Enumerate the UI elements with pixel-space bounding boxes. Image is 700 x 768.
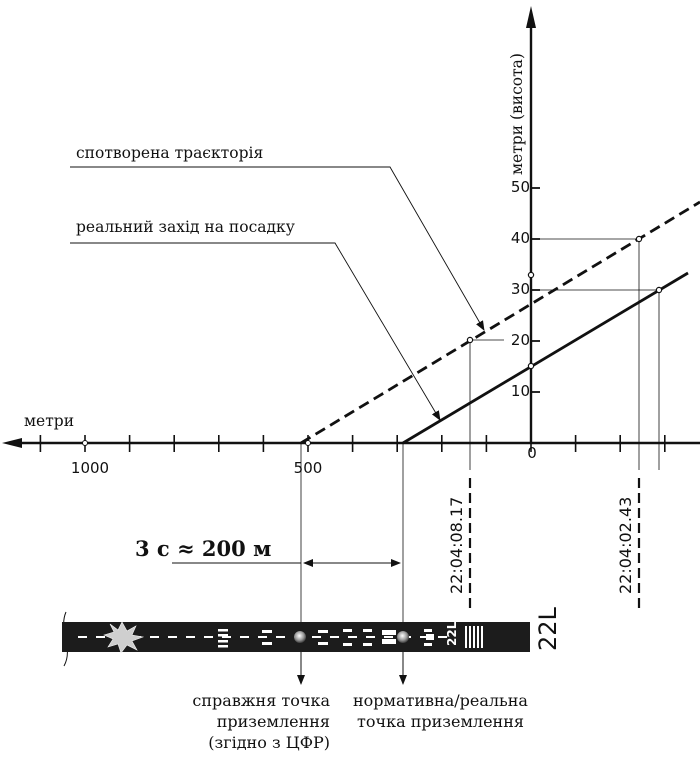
label-real-approach: реальний захід на посадку [76, 218, 295, 236]
caption-true-touchdown-line-3: (згідно з ЦФР) [208, 733, 330, 752]
time-label-1: 22:04:08.17 [447, 496, 466, 594]
reference-lines [301, 239, 659, 660]
marker-real-30m [656, 287, 661, 292]
real-approach-line [403, 273, 688, 443]
x-tick-label-1000: 1000 [70, 459, 110, 477]
caption-nominal-touchdown-line-1: нормативна/реальна [353, 691, 528, 710]
x-axis-arrow-icon [2, 438, 22, 448]
caption-true-touchdown [192, 690, 330, 753]
leader-distorted [70, 167, 484, 330]
y-tick-label-10: 10 [510, 382, 530, 400]
caption-true-touchdown-line-1: справжня точка [192, 691, 330, 710]
leader-real [70, 243, 440, 420]
touchdown-dot-icon-true [294, 631, 306, 643]
touchdown-dot-icon-nominal [397, 631, 409, 643]
caption-nominal-touchdown [353, 690, 528, 732]
x-tick-label-500: 500 [293, 459, 323, 477]
time-label-2: 22:04:02.43 [616, 496, 635, 594]
x-origin-marker-1000 [83, 441, 88, 446]
y-axis-arrow-icon [526, 6, 536, 28]
y-tick-label-50: 50 [510, 178, 530, 196]
distance-note: 3 с ≈ 200 м [135, 536, 272, 561]
caption-true-touchdown-line-2: приземлення [216, 712, 330, 731]
marker-real-y-intercept [528, 363, 533, 368]
marker-distorted-20m [467, 337, 472, 342]
caption-nominal-touchdown-line-2: точка приземлення [357, 712, 524, 731]
y-axis-title: метри (висота) [508, 53, 526, 175]
runway-designator: 22L [534, 607, 562, 651]
marker-distorted-y-intercept [528, 272, 533, 277]
marker-distorted-40m [636, 236, 641, 241]
label-distorted-trajectory: спотворена траєкторія [76, 144, 264, 162]
runway-marking-22l: 22L [445, 621, 459, 646]
x-tick-label-0: 0 [527, 444, 537, 462]
y-tick-label-30: 30 [510, 280, 530, 298]
y-tick-label-40: 40 [510, 229, 530, 247]
x-axis-unit-label: метри [24, 412, 75, 430]
y-tick-label-20: 20 [510, 331, 530, 349]
